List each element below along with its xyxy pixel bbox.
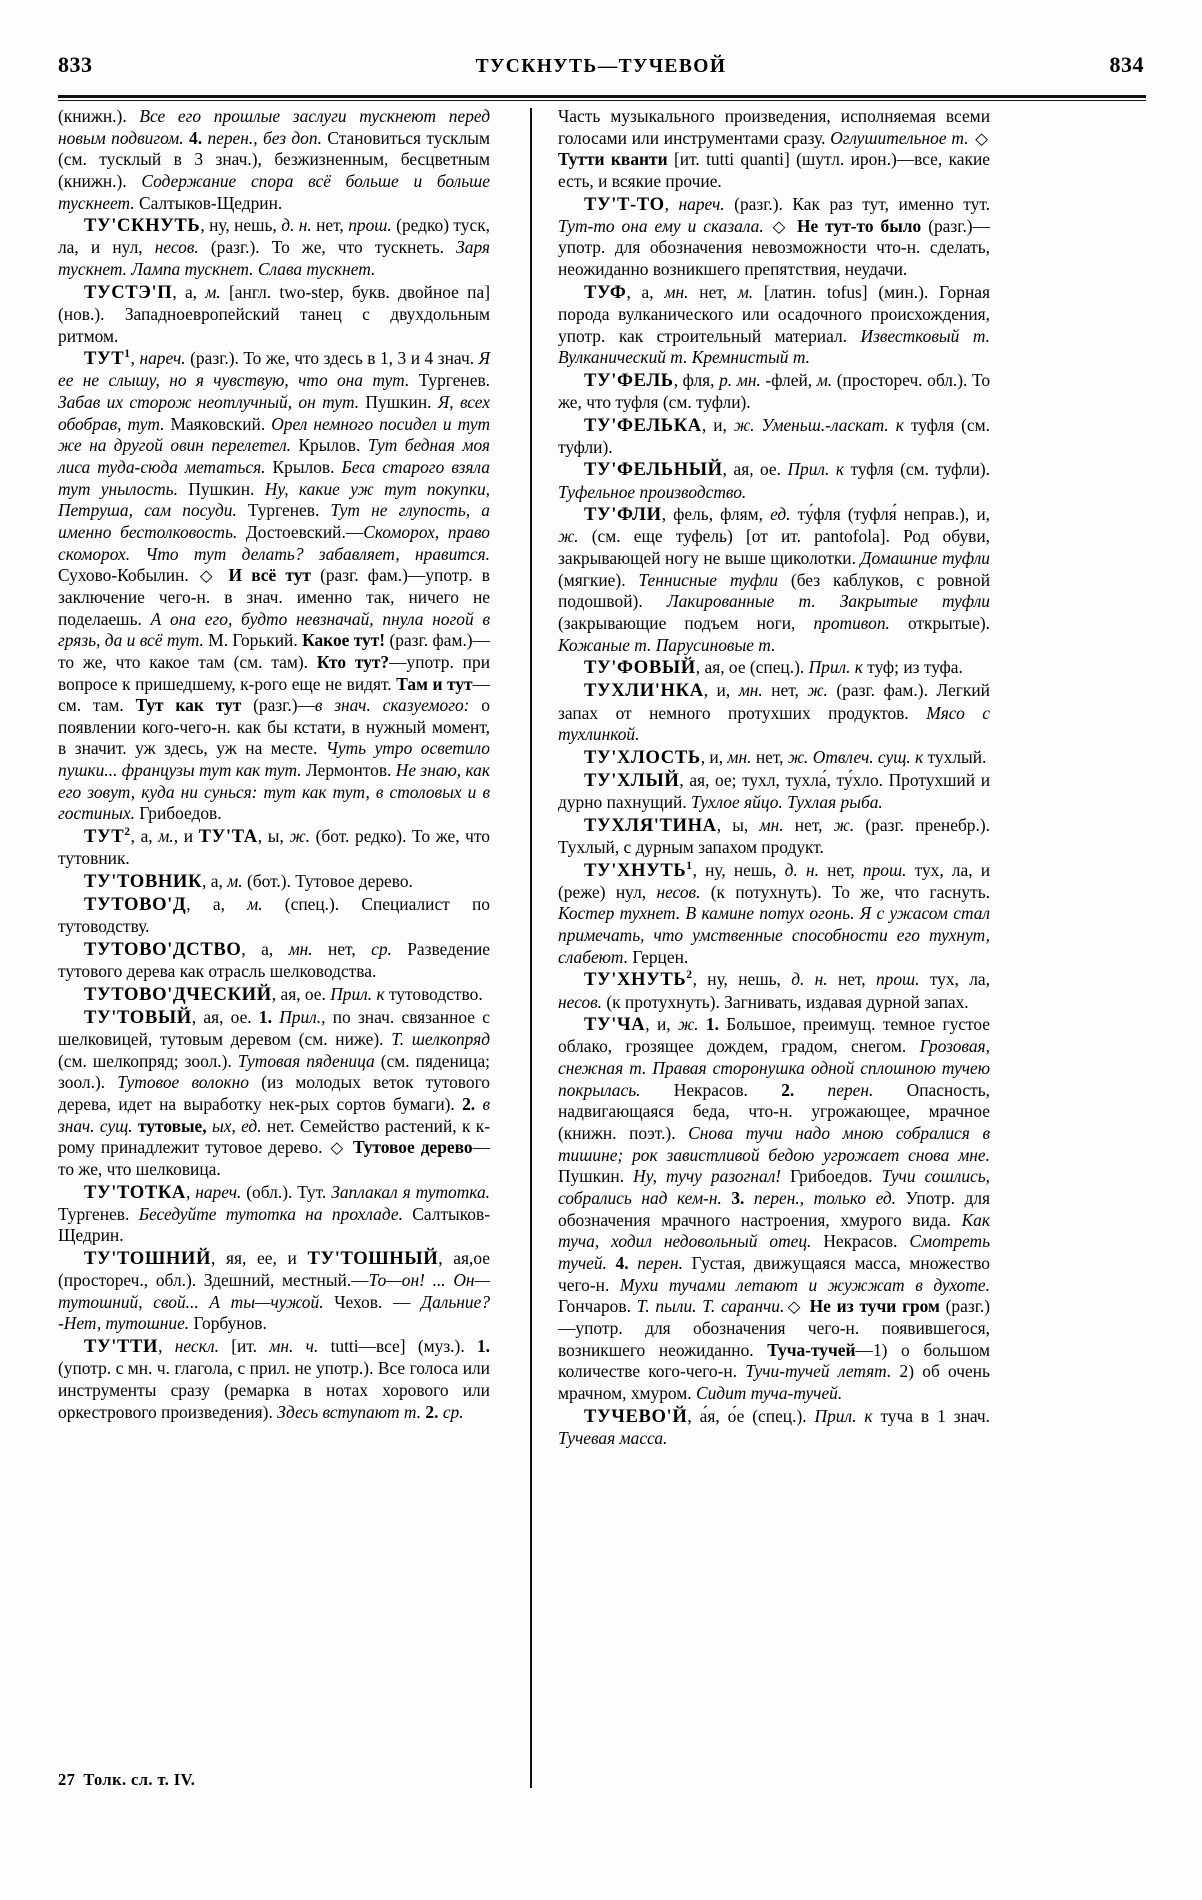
- folio-right: 834: [1109, 52, 1144, 77]
- dictionary-entry: ТУ'ХНУТЬ$^2$, ну, нешь, д. н. нет, прош. тух, ла, несов. (к протухнуть). Загнивать, издавая дурной запах.: [558, 969, 990, 1012]
- dictionary-entry: ТУТОВО'Д, а, м. (спец.). Специалист по тутоводству.: [58, 894, 490, 937]
- dictionary-entry: ТУХЛЯ'ТИНА, ы, мн. нет, ж. (разг. пренебр.). Тухлый, с дурным запахом продукт.: [558, 814, 990, 857]
- column-divider: [530, 108, 532, 1788]
- dictionary-entry: ТУ'ФЕЛЬ, фля, р. мн. -флей, м. (простореч. обл.). То же, что туфля (см. туфли).: [558, 369, 991, 412]
- header-rule: [58, 95, 1146, 101]
- signature-text: Толк. сл. т. IV.: [83, 1770, 196, 1789]
- dictionary-entry: ТУ'ТОВЫЙ, ая, ое. 1. Прил., по знач. связанное с шелковицей, тутовым деревом (см. ниже). Т. шелкопряд (см. шелкопряд; зоол.). Тутовая пяденица (см. пяденица; зоол.). Тутовое волокно (из молодых веток тутового дерева, идет на выработку нек-рых сортов бумаги). 2. в знач. сущ. тутовые, ых, ед. нет. Семейство растений, к к-рому принадлежит тутовое дерево. ◇ Тутовое дерево—то же, что шелковица.: [58, 1006, 490, 1179]
- dictionary-entry: ТУ'ХЛОСТЬ, и, мн. нет, ж. Отвлеч. сущ. к тухлый.: [584, 746, 987, 768]
- entry-continuation: (книжн.). Все его прошлые заслуги тускнеют перед новым подвигом. 4. перен., без доп. Становиться тусклым (см. тусклый в 3 знач.), безжизненным, бесцветным (книжн.). Содержание спора всё больше и больше тускнеет. Салтыков-Щедрин.: [58, 106, 491, 213]
- column-right: [558, 106, 990, 1788]
- dictionary-entry: ТУТ$^1$, нареч. (разг.). То же, что здесь в 1, 3 и 4 знач. Я ее не слышу, но я чувствую, что она тут. Тургенев. Забав их сторож неотлучный, он тут. Пушкин. Я, всех обобрав, тут. Маяковский. Орел немного посидел и тут же на другой овин перелетел. Крылов. Тут бедная моя лиса туда-сюда метаться. Крылов. Беса старого взяла тут унылость. Пушкин. Ну, какие уж тут покупки, Петруша, сам посуди. Тургенев. Тут не глупость, а именно бестолковость. Достоевский.—Скоморох, право скоморох. Что тут делать? забавляет, нравится. Сухово-Кобылин. ◇ И всё тут (разг. фам.)—употр. в заключение чего-н. в знач. именно так, ничего не поделаешь. А она его, будто невзначай, пнула ногой в грязь, да и всё тут. М. Горький. Какое тут! (разг. фам.)—то же, что какое там (см. там). Кто тут?—употр. при вопросе к пришедшему, к-рого еще не видят. Там и тут—см. там. Тут как тут (разг.)—в знач. сказуемого: о появлении кого-чего-н. как бы кстати, в нужный момент, в значит. уж здесь, уж на месте. Чуть утро осветило пушки... французы тут как тут. Лермонтов. Не знаю, как его зовут, куда ни сунься: тут как тут, в столовых и в гостиных. Грибоедов.: [58, 348, 491, 824]
- column-container: [58, 106, 1148, 1788]
- dictionary-entry: ТУХЛИ'НКА, и, мн. нет, ж. (разг. фам.). Легкий запах от немного протухших продуктов. Мясо с тухлинкой.: [558, 680, 990, 745]
- dictionary-entry: ТУСТЭ'П, а, м. [англ. two-step, букв. двойное па] (нов.). Западноевропейский танец с двухдольным ритмом.: [58, 281, 490, 346]
- running-head-title: ТУСКНУТЬ—ТУЧЕВОЙ: [475, 56, 727, 77]
- running-head: [58, 52, 1144, 86]
- dictionary-entry: ТУ'ТОТКА, нареч. (обл.). Тут. Заплакал я тутотка. Тургенев. Беседуйте тутотка на прохладе. Салтыков-Щедрин.: [58, 1181, 491, 1246]
- dictionary-entry: ТУФ, а, мн. нет, м. [латин. tofus] (мин.). Горная порода вулканического или осадочного происхождения, употр. как строительный материал. Известковый т. Вулканический т. Кремнистый т.: [558, 281, 990, 368]
- dictionary-entry: ТУТ$^2$, а, м., и ТУ'ТА, ы, ж. (бот. редко). То же, что тутовник.: [58, 825, 490, 869]
- dictionary-entry: ТУ'ФЕЛЬНЫЙ, ая, ое. Прил. к туфля (см. туфли). Туфельное производство.: [558, 459, 990, 502]
- dictionary-entry: ТУ'ТОШНИЙ, яя, ее, и ТУ'ТОШНЫЙ, ая,ое (простореч., обл.). Здешний, местный.—То—он! ... Он—тутошний, свой... А ты—чужой. Чехов. — Дальние? -Нет, тутошние. Горбунов.: [58, 1247, 491, 1334]
- dictionary-entry: ТУ'СКНУТЬ, ну, нешь, д. н. нет, прош. (редко) туск, ла, и нул, несов. (разг.). То же, что тускнеть. Заря тускнет. Лампа тускнет. Слава тускнет.: [58, 215, 491, 280]
- dictionary-entry: ТУЧЕВО'Й, а́я, о́е (спец.). Прил. к туча в 1 знач. Тучевая масса.: [558, 1405, 990, 1448]
- dictionary-entry: ТУ'ФЕЛЬКА, и, ж. Уменьш.-ласкат. к туфля (см. туфли).: [558, 414, 990, 457]
- dictionary-entry: ТУ'ТТИ, нескл. [ит. мн. ч. tutti—все] (муз.). 1. (употр. с мн. ч. глагола, с прил. не употр.). Все голоса или инструменты сразу (ремарка в нотах хорового или оркестрового произведения). Здесь вступают т. 2. ср.: [58, 1336, 490, 1422]
- dictionary-entry: ТУ'Т-ТО, нареч. (разг.). Как раз тут, именно тут. Тут-то она ему и сказала. ◇ Не тут-то было (разг.)—употр. для обозначения невозможности что-н. сделать, неожиданно возникшего препятствия, неудачи.: [558, 193, 990, 280]
- dictionary-entry: ТУ'ТОВНИК, а, м. (бот.). Тутовое дерево.: [84, 870, 413, 892]
- dictionary-entry: ТУ'ФОВЫЙ, ая, ое (спец.). Прил. к туф; из туфа.: [584, 657, 963, 679]
- column-left: [58, 106, 504, 1788]
- dictionary-entry: ТУ'ФЛИ, фель, флям, ед. ту́фля (туфля́ неправ.), и, ж. (см. еще туфель) [от ит. pantofola]. Род обуви, закрывающей ногу не выше щиколотки. Домашние туфли (мягкие). Теннисные туфли (без каблуков, с ровной подошвой). Лакированные т. Закрытые туфли (закрывающие подъем ноги, противоп. открытые). Кожаные т. Парусиновые т.: [558, 504, 991, 655]
- dictionary-entry: ТУ'ХНУТЬ$^1$, ну, нешь, д. н. нет, прош. тух, ла, и (реже) нул, несов. (к потухнуть). То же, что гаснуть. Костер тухнет. В камине потух огонь. Я с ужасом стал примечать, что умственные способности его тухнут, слабеют. Герцен.: [558, 859, 990, 967]
- dictionary-entry: ТУТОВО'ДЧЕСКИЙ, ая, ое. Прил. к тутоводство.: [84, 983, 483, 1005]
- signature-line: [58, 1770, 195, 1790]
- entry-continuation: Часть музыкального произведения, исполняемая всеми голосами или инструментами сразу. Оглушительное т. ◇ Тутти кванти [ит. tutti quanti] (шутл. ирон.)—все, какие есть, и всякие прочие.: [558, 106, 990, 191]
- signature-number: 27: [58, 1770, 76, 1789]
- dictionary-entry: ТУТОВО'ДСТВО, а, мн. нет, ср. Разведение тутового дерева как отрасль шелководства.: [58, 938, 490, 981]
- dictionary-entry: ТУ'ХЛЫЙ, ая, ое; тухл, тухла́, ту́хло. Протухший и дурно пахнущий. Тухлое яйцо. Тухлая рыба.: [558, 770, 990, 813]
- folio-left: 833: [58, 52, 93, 77]
- dictionary-entry: ТУ'ЧА, и, ж. 1. Большое, преимущ. темное густое облако, грозящее дождем, градом, снегом. Грозовая, снежная т. Правая сторонушка одной сплошною тучею покрылась. Некрасов. 2. перен. Опасность, надвигающаяся беда, что-н. угрожающее, мрачное (книжн. поэт.). Снова тучи надо мною собралися в тишине; рок завистливой бедою угрожает снова мне. Пушкин. Ну, тучу разогнал! Грибоедов. Тучи сошлись, собрались над кем-н. 3. перен., только ед. Употр. для обозначения мрачного настроения, хмурого вида. Как туча, ходил недовольный отец. Некрасов. Смотреть тучей. 4. перен. Густая, движущаяся масса, множество чего-н. Мухи тучами летают и жужжат в духоте. Гончаров. Т. пыли. Т. саранчи. ◇ Не из тучи гром (разг.)—употр. для обозначения чего-н. появившегося, возникшего неожиданно. Туча-тучей—1) о большом количестве кого-чего-н. Тучи-тучей летят. 2) об очень мрачном, хмуром. Сидит туча-тучей.: [558, 1014, 991, 1403]
